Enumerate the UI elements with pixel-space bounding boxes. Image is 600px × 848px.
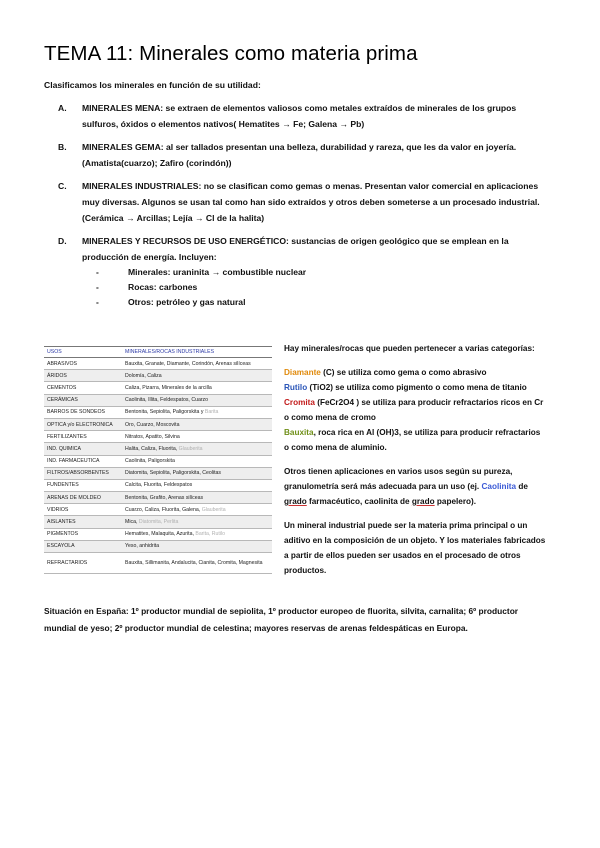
category-gema bbox=[58, 139, 544, 171]
table-row bbox=[44, 431, 272, 443]
category-energetico bbox=[58, 233, 544, 310]
table-cell-use: ARENAS DE MOLDEO bbox=[44, 492, 122, 504]
table-row bbox=[44, 455, 272, 467]
table-row bbox=[44, 492, 272, 504]
table-cell-minerals: Bauxita, Sillimanita, Andalucita, Cianita, Cromita, Magnesita bbox=[122, 553, 272, 574]
table-cell-minerals: Halita, Caliza, Fluorita, Glauberita bbox=[122, 443, 272, 455]
energy-sublist bbox=[82, 265, 544, 310]
table-row bbox=[44, 504, 272, 516]
table-cell-minerals: Hematites, Malaquita, Azurita, Barita, Rutilo bbox=[122, 528, 272, 540]
table-cell-use: ÁRIDOS bbox=[44, 370, 122, 382]
category-letter: A. bbox=[58, 103, 67, 113]
table-row bbox=[44, 358, 272, 370]
table-cell-use: REFRACTARIOS bbox=[44, 553, 122, 574]
category-letter: B. bbox=[58, 142, 67, 152]
table-cell-use: BARROS DE SONDEOS bbox=[44, 406, 122, 418]
mineral-name: Bauxita bbox=[284, 428, 314, 437]
table-cell-minerals: Yeso, anhidrita bbox=[122, 540, 272, 552]
paragraph: Otros tienen aplicaciones en varios usos según su pureza, granulometría será más adecuada para un uso (ej. Caolinita de grado farmacéutico, caolinita de grado papelero). bbox=[284, 467, 528, 506]
table-row bbox=[44, 528, 272, 540]
table-cell-use: FERTILIZANTES bbox=[44, 431, 122, 443]
table-cell-minerals: Diatomita, Sepiolita, Paligorskita, Ceolitas bbox=[122, 467, 272, 479]
paragraph: Hay minerales/rocas que pueden pertenecer a varias categorías: bbox=[284, 344, 535, 353]
table-row bbox=[44, 540, 272, 552]
paragraph: Un mineral industrial puede ser la materia prima principal o un aditivo en la composición de un objeto. Y los materiales fabricados a partir de ellos pueden ser usados en el procesado de otros productos. bbox=[284, 521, 546, 575]
page-title: TEMA 11: Minerales como materia prima bbox=[44, 42, 418, 65]
category-letter: C. bbox=[58, 181, 67, 191]
multi-category-examples: Diamante (C) se utiliza como gema o como abrasivo Rutilo (TiO2) se utiliza como pigmento o como mena de titanio Cromita (FeCr2O4 ) se utiliza para producir refractarios ricos en Cr o como mena de cromo Bauxita, roca rica en Al (OH)3, se utiliza para producir refractarios o como mena de aluminio. bbox=[284, 368, 544, 452]
table-row bbox=[44, 406, 272, 418]
table-row bbox=[44, 394, 272, 406]
table-cell-minerals: Mica, Diatomita, Perlita bbox=[122, 516, 272, 528]
category-text: MINERALES MENA: se extraen de elementos valiosos como metales extraídos de minerales de los grupos sulfuros, óxidos o elementos nativos( Hematites → Fe; Galena → Pb) bbox=[82, 103, 517, 129]
table-row bbox=[44, 418, 272, 430]
table-cell-use: FUNDENTES bbox=[44, 479, 122, 491]
categories-explanation bbox=[284, 341, 546, 587]
table-cell-minerals: Bentonita, Grafito, Arenas silíceas bbox=[122, 492, 272, 504]
list-item: - Rocas: carbones bbox=[96, 282, 198, 292]
uses-table bbox=[44, 346, 272, 574]
table-cell-use: CEMENTOS bbox=[44, 382, 122, 394]
category-text: MINERALES Y RECURSOS DE USO ENERGÉTICO: sustancias de origen geológico que se emplean en la producción de energía. Incluyen: bbox=[82, 236, 509, 262]
table-row bbox=[44, 516, 272, 528]
table-row bbox=[44, 553, 272, 574]
table-cell-use: AISLANTES bbox=[44, 516, 122, 528]
mineral-name: Rutilo bbox=[284, 383, 308, 392]
list-item: - Otros: petróleo y gas natural bbox=[96, 297, 246, 307]
category-text: MINERALES GEMA: al ser tallados presentan una belleza, durabilidad y rareza, que les da valor en joyería. (Amatista(cuarzo); Zafiro (corindón)) bbox=[82, 142, 517, 168]
mineral-name: Cromita bbox=[284, 398, 315, 407]
list-item: - Minerales: uraninita → combustible nuclear bbox=[96, 267, 307, 277]
table-cell-minerals: Caolinita, Illita, Feldespatos, Cuarzo bbox=[122, 394, 272, 406]
table-cell-use: IND. FARMACEUTICA bbox=[44, 455, 122, 467]
mineral-name: Diamante bbox=[284, 368, 321, 377]
table-cell-minerals: Nitratos, Apatito, Silvina bbox=[122, 431, 272, 443]
table-cell-use: IND. QUIMICA bbox=[44, 443, 122, 455]
table-row bbox=[44, 443, 272, 455]
table-cell-minerals: Caliza, Pizarra, Minerales de la arcilla bbox=[122, 382, 272, 394]
table-cell-use: ABRASIVOS bbox=[44, 358, 122, 370]
category-letter: D. bbox=[58, 236, 67, 246]
table-cell-use: FILTROS/ABSORBENTES bbox=[44, 467, 122, 479]
spain-situation: Situación en España: 1º productor mundial de sepiolita, 1º productor europeo de fluorita, silvita, carnalita; 6º productor mundial de yeso; 2º productor mundial de celestina; mayores reservas de arenas feldespáticas en Europa. bbox=[44, 606, 519, 633]
table-cell-use: PIGMENTOS bbox=[44, 528, 122, 540]
table-cell-use: VIDRIOS bbox=[44, 504, 122, 516]
category-industriales bbox=[58, 178, 544, 226]
table-cell-use: CERÁMICAS bbox=[44, 394, 122, 406]
table-cell-minerals: Cuarzo, Caliza, Fluorita, Galena, Glauberita bbox=[122, 504, 272, 516]
table-cell-minerals: Bentonita, Sepiolita, Paligorskita y Barita bbox=[122, 406, 272, 418]
mineral-name: Caolinita bbox=[481, 482, 517, 491]
table-row bbox=[44, 467, 272, 479]
table-cell-use: ESCAYOLA bbox=[44, 540, 122, 552]
table-row bbox=[44, 382, 272, 394]
table-header-row bbox=[44, 347, 272, 358]
category-list bbox=[58, 100, 544, 317]
category-mena bbox=[58, 100, 544, 132]
table-body bbox=[44, 358, 272, 574]
table-cell-minerals: Dolomía, Caliza bbox=[122, 370, 272, 382]
table-header-minerals: MINERALES/ROCAS INDUSTRIALES bbox=[122, 347, 272, 358]
table-row bbox=[44, 479, 272, 491]
category-text: MINERALES INDUSTRIALES: no se clasifican como gemas o menas. Presentan valor comercial en aplicaciones muy diversas. Algunos se usan tal como han sido extraídos y otros deben someterse a un procesado industrial. (Cerámica → Arcillas; Lejía → Cl de la halita) bbox=[82, 181, 540, 223]
table-header-uses: USOS bbox=[44, 347, 122, 358]
table-row bbox=[44, 370, 272, 382]
table-cell-minerals: Bauxita, Granate, Diamante, Corindón, Arenas silíceas bbox=[122, 358, 272, 370]
table-cell-use: OPTICA y/o ELECTRONICA bbox=[44, 418, 122, 430]
table-cell-minerals: Calcita, Fluorita, Feldespatos bbox=[122, 479, 272, 491]
table-cell-minerals: Oro, Cuarzo, Moscovita bbox=[122, 418, 272, 430]
intro-text: Clasificamos los minerales en función de su utilidad: bbox=[44, 80, 261, 90]
table-cell-minerals: Caolinita, Paligorskita bbox=[122, 455, 272, 467]
